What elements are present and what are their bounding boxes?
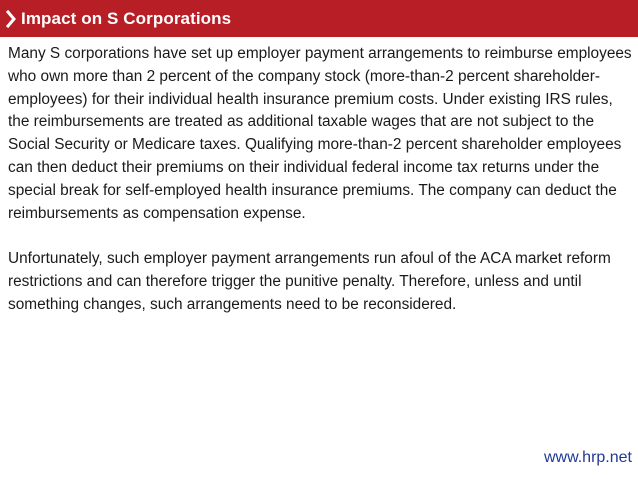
title-bar [0, 0, 638, 37]
paragraph: Unfortunately, such employer payment arrangements run afoul of the ACA market reform restrictions and can therefore trigger the punitive penalty. Therefore, unless and until something changes, such arrangements need to be reconsidered. [8, 250, 611, 313]
body-content [8, 43, 634, 317]
page-title: Impact on S Corporations [21, 8, 232, 28]
paragraph: Many S corporations have set up employer payment arrangements to reimburse employees who own more than 2 percent of the company stock (more-than-2 percent shareholder-employees) for their individual health insurance premium costs. Under existing IRS rules, the reimbursements are treated as additional taxable wages that are not subject to the Social Security or Medicare taxes. Qualifying more-than-2 percent shareholder employees can then deduct their premiums on their individual federal income tax returns under the special break for self-employed health insurance premiums. The company can deduct the reimbursements as compensation expense. [8, 45, 632, 222]
footer-website-link[interactable]: www.hrp.net [543, 449, 632, 466]
chevron-right-icon [6, 10, 16, 28]
